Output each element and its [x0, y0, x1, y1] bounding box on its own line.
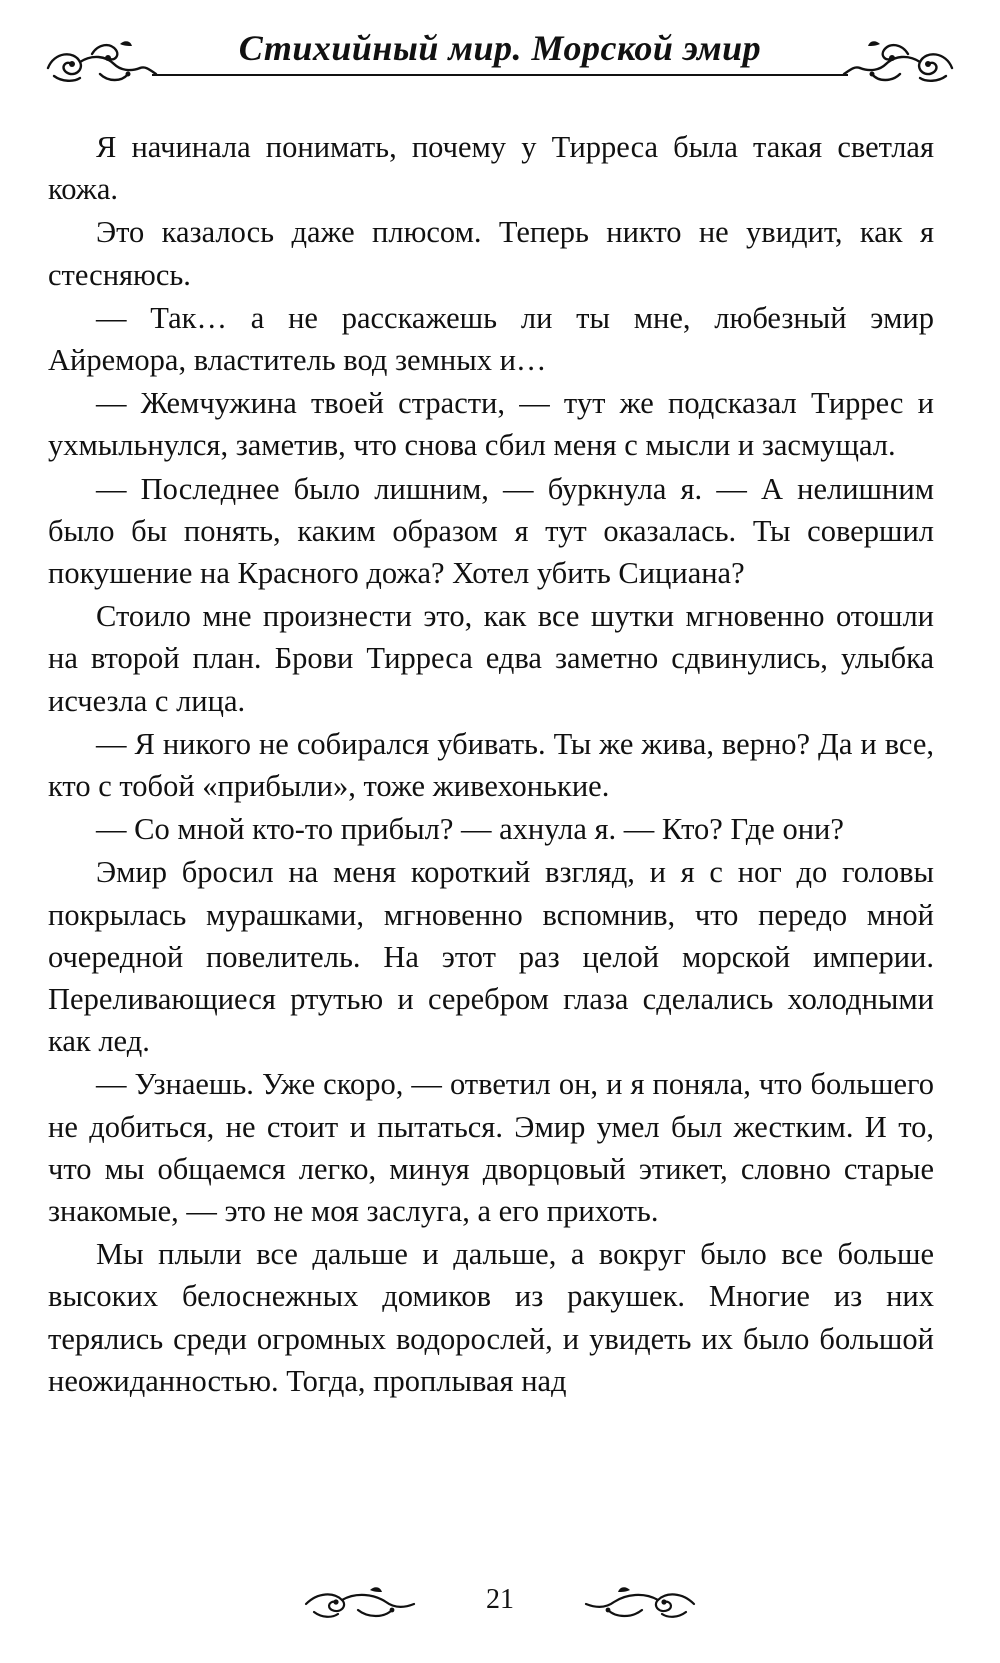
page-number: 21	[486, 1584, 514, 1615]
paragraph: — Жемчужина твоей страсти, — тут же подсказал Тиррес и ухмыльнулся, заметив, что снова сбил меня с мысли и засмущал.	[48, 386, 934, 463]
flourish-ornament-icon	[580, 1578, 700, 1624]
page-footer	[300, 1568, 700, 1638]
paragraph: Мы плыли все дальше и дальше, а вокруг было все больше высоких белоснежных домиков из ракушек. Многие из них терялись среди огромных водорослей, и увидеть их было большой неожиданностью. Тогда, проплывая над	[48, 1237, 934, 1398]
paragraph: — Так… а не расскажешь ли ты мне, любезный эмир Айремора, властитель вод земных и…	[48, 300, 934, 378]
flourish-ornament-icon	[840, 34, 960, 90]
running-header-title: Стихийный мир. Морской эмир	[238, 28, 762, 68]
paragraph: Стоило мне произнести это, как все шутки мгновенно отошли на второй план. Брови Тирреса едва заметно сдвинулись, улыбка исчезла с лица.	[48, 599, 934, 718]
paragraph: Эмир бросил на меня короткий взгляд, и я с ног до головы покрылась мурашками, мгновенно вспомнив, что передо мной очередной повелитель. На этот раз целой морской империи. Переливающиеся ртутью и серебром глаза сделались холодными как лед.	[48, 855, 934, 1059]
paragraph: Я начинала понимать, почему у Тирреса была такая светлая кожа.	[48, 130, 934, 207]
header-divider	[152, 74, 848, 76]
paragraph: Это казалось даже плюсом. Теперь никто не увидит, как я стесняюсь.	[48, 215, 934, 292]
paragraph: — Со мной кто-то прибыл? — ахнула я. — Кто? Где они?	[96, 812, 844, 847]
paragraph: — Узнаешь. Уже скоро, — ответил он, и я поняла, что большего не добиться, не стоит и пытаться. Эмир умел был жестким. И то, что мы общаемся легко, минуя дворцовый этикет, словно старые знакомые, — это не моя заслуга, а его прихоть.	[48, 1067, 934, 1229]
paragraph: — Я никого не собирался убивать. Ты же жива, верно? Да и все, кто с тобой «прибыли», тоже живехонькие.	[48, 726, 934, 804]
paragraph: — Последнее было лишним, — буркнула я. — А нелишним было бы понять, каким образом я тут оказалась. Ты совершил покушение на Красного дожа? Хотел убить Сициана?	[48, 471, 934, 591]
flourish-ornament-icon	[300, 1578, 420, 1624]
running-header	[40, 22, 960, 92]
body-text	[48, 126, 934, 1402]
